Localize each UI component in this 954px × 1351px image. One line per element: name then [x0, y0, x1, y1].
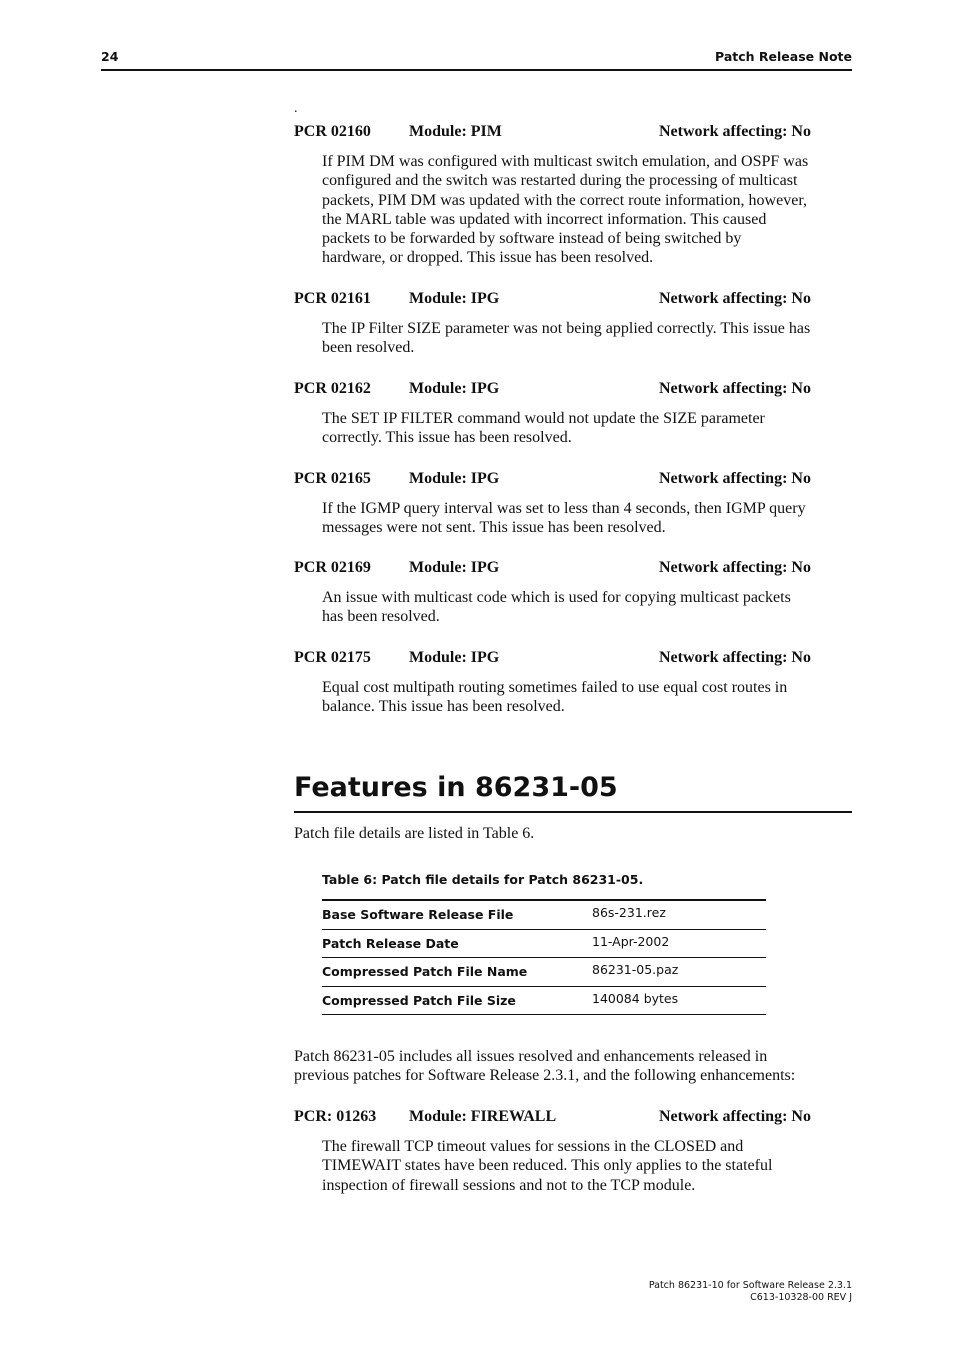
table-caption: Table 6: Patch file details for Patch 86231-05.	[322, 872, 644, 887]
table-row-label: Patch Release Date	[322, 935, 459, 951]
pcr-description	[322, 678, 854, 717]
pcr-module: Module: IPG	[409, 380, 500, 397]
table-row-label: Base Software Release File	[322, 907, 514, 922]
description-line: The firewall TCP timeout values for sessions in the CLOSED and	[322, 1138, 744, 1155]
pcr-network-affecting: Network affecting: No	[659, 290, 811, 307]
description-line: If the IGMP query interval was set to less than 4 seconds, then IGMP query	[322, 500, 806, 517]
paragraph-line: Patch 86231-05 includes all issues resolved and enhancements released in	[294, 1048, 768, 1065]
page-footer	[649, 1280, 852, 1303]
pcr-module: Module: IPG	[409, 470, 500, 487]
table-row	[322, 901, 766, 930]
pcr-module: Module: FIREWALL	[409, 1108, 557, 1125]
pcr-description	[322, 319, 854, 358]
table-row-value: 11-Apr-2002	[592, 933, 670, 949]
pcr-module: Module: IPG	[409, 649, 500, 666]
pcr-module: Module: IPG	[409, 559, 500, 576]
pcr-description	[322, 152, 854, 268]
pcr-number: PCR 02161	[294, 290, 371, 307]
table-row-value: 140084 bytes	[592, 990, 679, 1006]
table-row	[322, 930, 766, 959]
pcr-number: PCR 02169	[294, 559, 371, 576]
description-line: Equal cost multipath routing sometimes failed to use equal cost routes in	[322, 679, 788, 696]
section-divider	[294, 811, 852, 813]
section-intro: Patch file details are listed in Table 6.	[294, 825, 535, 842]
description-line: the MARL table was updated with incorrect information. This caused	[322, 210, 767, 228]
footer-line: Patch 86231-10 for Software Release 2.3.1	[648, 1280, 852, 1291]
description-line: An issue with multicast code which is used for copying multicast packets	[322, 589, 791, 606]
description-line: configured and the switch was restarted during the processing of multicast	[322, 172, 798, 190]
pcr-number: PCR: 01263	[294, 1108, 377, 1125]
pcr-description	[322, 588, 854, 627]
pcr-number: PCR 02175	[294, 649, 371, 666]
document-title: Patch Release Note	[715, 49, 852, 64]
table-row-label: Compressed Patch File Size	[322, 992, 516, 1008]
patch-details-table	[322, 899, 766, 1015]
description-line: The IP Filter SIZE parameter was not being applied correctly. This issue has	[322, 320, 811, 337]
page-number: 24	[101, 49, 119, 64]
table-row-value: 86231-05.paz	[592, 962, 679, 977]
table-row-label: Compressed Patch File Name	[322, 964, 528, 979]
pcr-network-affecting: Network affecting: No	[659, 559, 811, 576]
description-line: If PIM DM was configured with multicast switch emulation, and OSPF was	[322, 153, 809, 170]
leading-dot: .	[294, 101, 298, 116]
description-line: packets to be forwarded by software instead of being switched by	[322, 230, 742, 248]
description-line: packets, PIM DM was updated with the correct route information, however,	[322, 191, 807, 209]
description-line: messages were not sent. This issue has been resolved.	[322, 519, 666, 537]
table-row-value: 86s-231.rez	[592, 905, 666, 920]
pcr-module: Module: PIM	[409, 123, 502, 140]
description-line: hardware, or dropped. This issue has been resolved.	[322, 249, 654, 267]
pcr-number: PCR 02160	[294, 123, 371, 140]
pcr-number: PCR 02162	[294, 380, 371, 397]
description-line: TIMEWAIT states have been reduced. This only applies to the stateful	[322, 1157, 773, 1175]
pcr-module: Module: IPG	[409, 290, 500, 307]
pcr-number: PCR 02165	[294, 470, 371, 487]
pcr-description	[322, 499, 854, 538]
page-header	[101, 47, 852, 71]
description-line: been resolved.	[322, 339, 415, 357]
table-row	[322, 958, 766, 987]
pcr-description	[322, 409, 854, 448]
pcr-network-affecting: Network affecting: No	[659, 470, 811, 487]
description-line: The SET IP FILTER command would not update the SIZE parameter	[322, 410, 765, 427]
section-title: Features in 86231-05	[294, 772, 618, 803]
pcr-network-affecting: Network affecting: No	[659, 1108, 811, 1125]
paragraph-line: previous patches for Software Release 2.3.1, and the following enhancements:	[294, 1067, 796, 1085]
description-line: has been resolved.	[322, 608, 440, 626]
footer-line: C613-10328-00 REV J	[750, 1291, 852, 1303]
pcr-network-affecting: Network affecting: No	[659, 123, 811, 140]
description-line: balance. This issue has been resolved.	[322, 698, 565, 716]
description-line: inspection of firewall sessions and not to the TCP module.	[322, 1176, 696, 1194]
table-row	[322, 987, 766, 1016]
pcr-description	[322, 1137, 854, 1195]
description-line: correctly. This issue has been resolved.	[322, 429, 572, 447]
section-paragraph	[294, 1047, 854, 1086]
pcr-network-affecting: Network affecting: No	[659, 380, 811, 397]
pcr-network-affecting: Network affecting: No	[659, 649, 811, 666]
